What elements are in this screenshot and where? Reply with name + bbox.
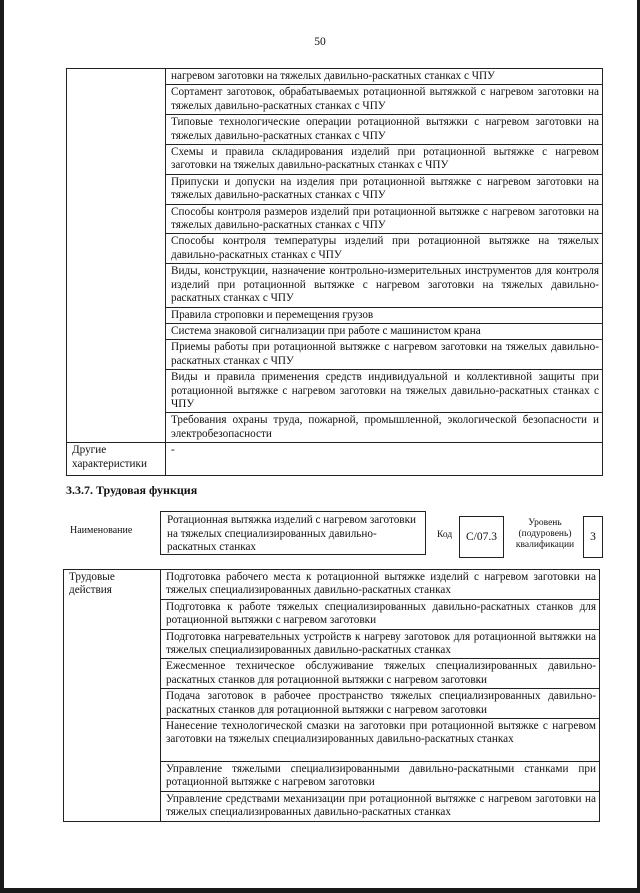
code-box: C/07.3	[459, 516, 504, 558]
knowledge-item: Типовые технологические операции ротационной вытяжки с нагревом заготовки на тяжелых давильно-раскатных станках с ЧПУ	[166, 115, 603, 145]
scan-edge-left	[0, 0, 4, 893]
knowledge-item: нагревом заготовки на тяжелых давильно-раскатных станках с ЧПУ	[166, 69, 603, 85]
knowledge-table	[66, 68, 603, 476]
labor-action-item: Подача заготовок в рабочее пространство тяжелых специализированных давильно-раскатных станков для ротационной вытяжки с нагревом заготовки	[161, 689, 600, 719]
knowledge-item: Припуски и допуски на изделия при ротационной вытяжке с нагревом заготовки на тяжелых давильно-раскатных станках с ЧПУ	[166, 174, 603, 204]
knowledge-item: Приемы работы при ротационной вытяжке с нагревом заготовки на тяжелых давильно-раскатных станках с ЧПУ	[166, 340, 603, 370]
labor-actions-label: Трудовые действия	[64, 570, 161, 822]
table-row	[67, 443, 603, 476]
labor-action-item: Нанесение технологической смазки на заготовки при ротационной вытяжке с нагревом заготовки на тяжелых специализированных давильно-раскатных станках	[161, 719, 600, 762]
knowledge-item: Сортамент заготовок, обрабатываемых ротационной вытяжкой с нагревом заготовки на тяжелых давильно-раскатных станках с ЧПУ	[166, 85, 603, 115]
knowledge-item: Способы контроля температуры изделий при ротационной вытяжке на тяжелых давильно-раскатных станках с ЧПУ	[166, 234, 603, 264]
knowledge-item: Виды, конструкции, назначение контрольно-измерительных инструментов для контроля изделий при ротационной вытяжке с нагревом заготовки на тяжелых давильно-раскатных станках с ЧПУ	[166, 264, 603, 307]
knowledge-item: Система знаковой сигнализации при работе с машинистом крана	[166, 323, 603, 339]
other-characteristics-value: -	[166, 443, 603, 476]
code-label: Код	[437, 530, 453, 540]
name-label: Наименование	[70, 525, 133, 536]
section-heading: 3.3.7. Трудовая функция	[66, 483, 198, 497]
table-row	[64, 570, 600, 600]
other-characteristics-label: Другие характеристики	[67, 443, 166, 476]
knowledge-label-cell	[67, 69, 166, 443]
table-row	[67, 69, 603, 85]
function-name-box: Ротационная вытяжка изделий с нагревом заготовки на тяжелых специализированных давильно-раскатных станках	[160, 511, 426, 555]
knowledge-item: Схемы и правила складирования изделий при ротационной вытяжке с нагревом заготовки на тяжелых давильно-раскатных станках с ЧПУ	[166, 145, 603, 175]
labor-action-item: Подготовка нагревательных устройств к нагреву заготовок для ротационной вытяжки на тяжелых специализированных давильно-раскатных станках	[161, 629, 600, 659]
labor-action-item: Подготовка рабочего места к ротационной вытяжке изделий с нагревом заготовки на тяжелых специализированных давильно-раскатных станках	[161, 570, 600, 600]
page-number: 50	[314, 36, 326, 48]
labor-action-item: Подготовка к работе тяжелых специализированных давильно-раскатных станков для ротационной вытяжки с нагревом заготовки	[161, 599, 600, 629]
scan-edge-bottom	[0, 888, 640, 893]
knowledge-item: Способы контроля размеров изделий при ротационной вытяжке с нагревом заготовки на тяжелых давильно-раскатных станках с ЧПУ	[166, 204, 603, 234]
labor-action-item: Ежесменное техническое обслуживание тяжелых специализированных давильно-раскатных станков для ротационной вытяжки с нагревом заготовки	[161, 659, 600, 689]
labor-action-item: Управление средствами механизации при ротационной вытяжке с нагревом заготовки на тяжелых специализированных давильно-раскатных станках	[161, 791, 600, 821]
qualification-level-label: Уровень (подуровень) квалификации	[515, 518, 575, 550]
knowledge-item: Требования охраны труда, пожарной, промышленной, экологической безопасности и электробезопасности	[166, 413, 603, 443]
labor-action-item: Управление тяжелыми специализированными давильно-раскатными станками при ротационной вытяжке с нагревом заготовки	[161, 762, 600, 792]
labor-actions-table	[63, 569, 600, 822]
knowledge-item: Виды и правила применения средств индивидуальной и коллективной защиты при ротационной вытяжке с нагревом заготовки на тяжелых давильно-раскатных станках с ЧПУ	[166, 370, 603, 413]
knowledge-item: Правила строповки и перемещения грузов	[166, 307, 603, 323]
qualification-level-box: 3	[583, 516, 603, 558]
